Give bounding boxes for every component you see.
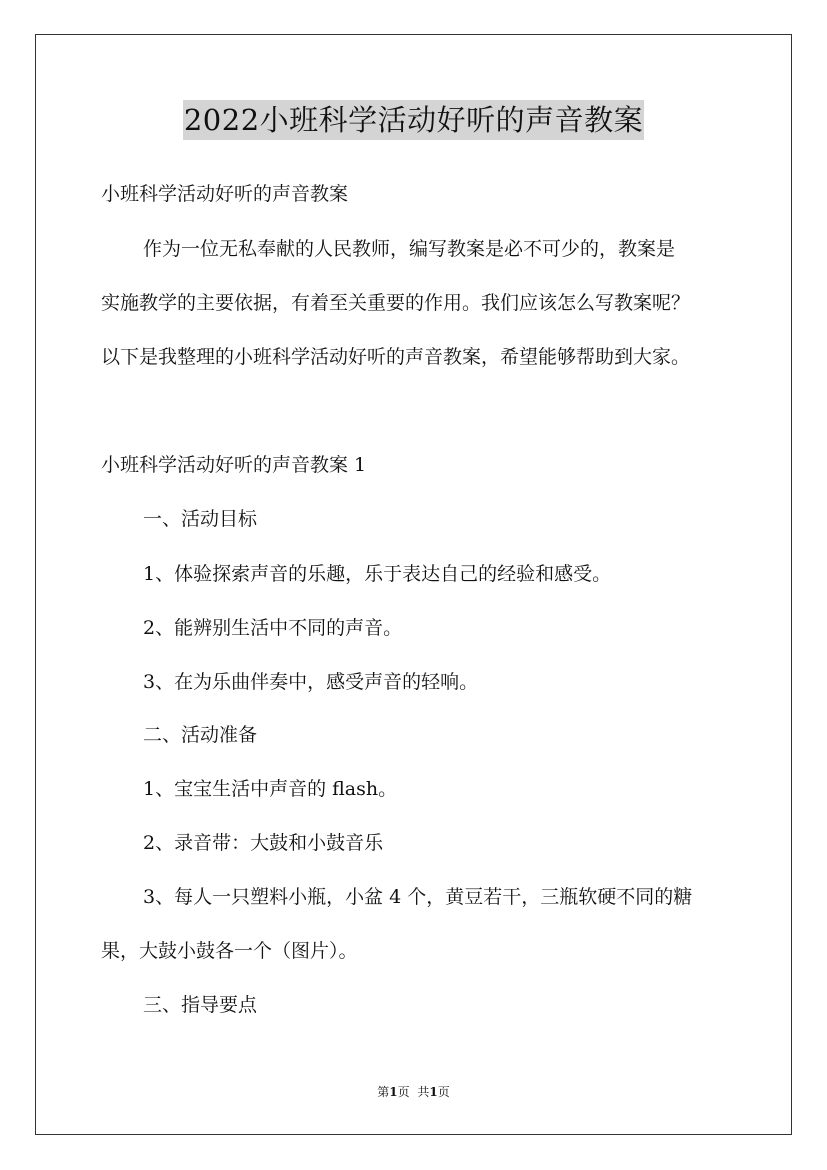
preparation-item-2: 2、录音带：大鼓和小鼓音乐 [143, 832, 384, 854]
goal-item-2: 2、能辨别生活中不同的声音。 [143, 617, 403, 639]
subtitle-line: 小班科学活动好听的声音教案 [101, 183, 349, 205]
heading-activity-preparation: 二、活动准备 [143, 724, 258, 746]
goal-item-3: 3、在为乐曲伴奏中，感受声音的轻响。 [143, 671, 479, 693]
footer-total-number: 1 [429, 1085, 438, 1099]
footer-page-prefix: 第 [377, 1085, 390, 1099]
footer-total-prefix: 共 [417, 1085, 430, 1099]
footer-total-suffix: 页 [437, 1085, 450, 1099]
document-title-text: 2022小班科学活动好听的声音教案 [183, 100, 644, 140]
heading-activity-goals: 一、活动目标 [143, 508, 258, 530]
preparation-item-3-line-1: 3、每人一只塑料小瓶，小盆 4 个，黄豆若干，三瓶软硬不同的糖 [143, 886, 693, 908]
document-title [0, 100, 827, 140]
preparation-item-3-line-2: 果，大鼓小鼓各一个（图片）。 [101, 940, 358, 962]
section-heading: 小班科学活动好听的声音教案 1 [101, 454, 367, 476]
intro-paragraph-line-1: 作为一位无私奉献的人民教师，编写教案是必不可少的，教案是 [143, 238, 676, 260]
footer-page-number: 1 [389, 1085, 398, 1099]
page-footer [0, 1084, 827, 1100]
intro-paragraph-line-2: 实施教学的主要依据，有着至关重要的作用。我们应该怎么写教案呢？ [101, 292, 691, 314]
heading-guidance-points: 三、指导要点 [143, 994, 258, 1016]
preparation-item-1: 1、宝宝生活中声音的 flash。 [143, 778, 398, 800]
intro-paragraph-line-3: 以下是我整理的小班科学活动好听的声音教案，希望能够帮助到大家。 [101, 346, 691, 368]
goal-item-1: 1、体验探索声音的乐趣，乐于表达自己的经验和感受。 [143, 563, 612, 585]
footer-page-suffix: 页 [397, 1085, 410, 1099]
